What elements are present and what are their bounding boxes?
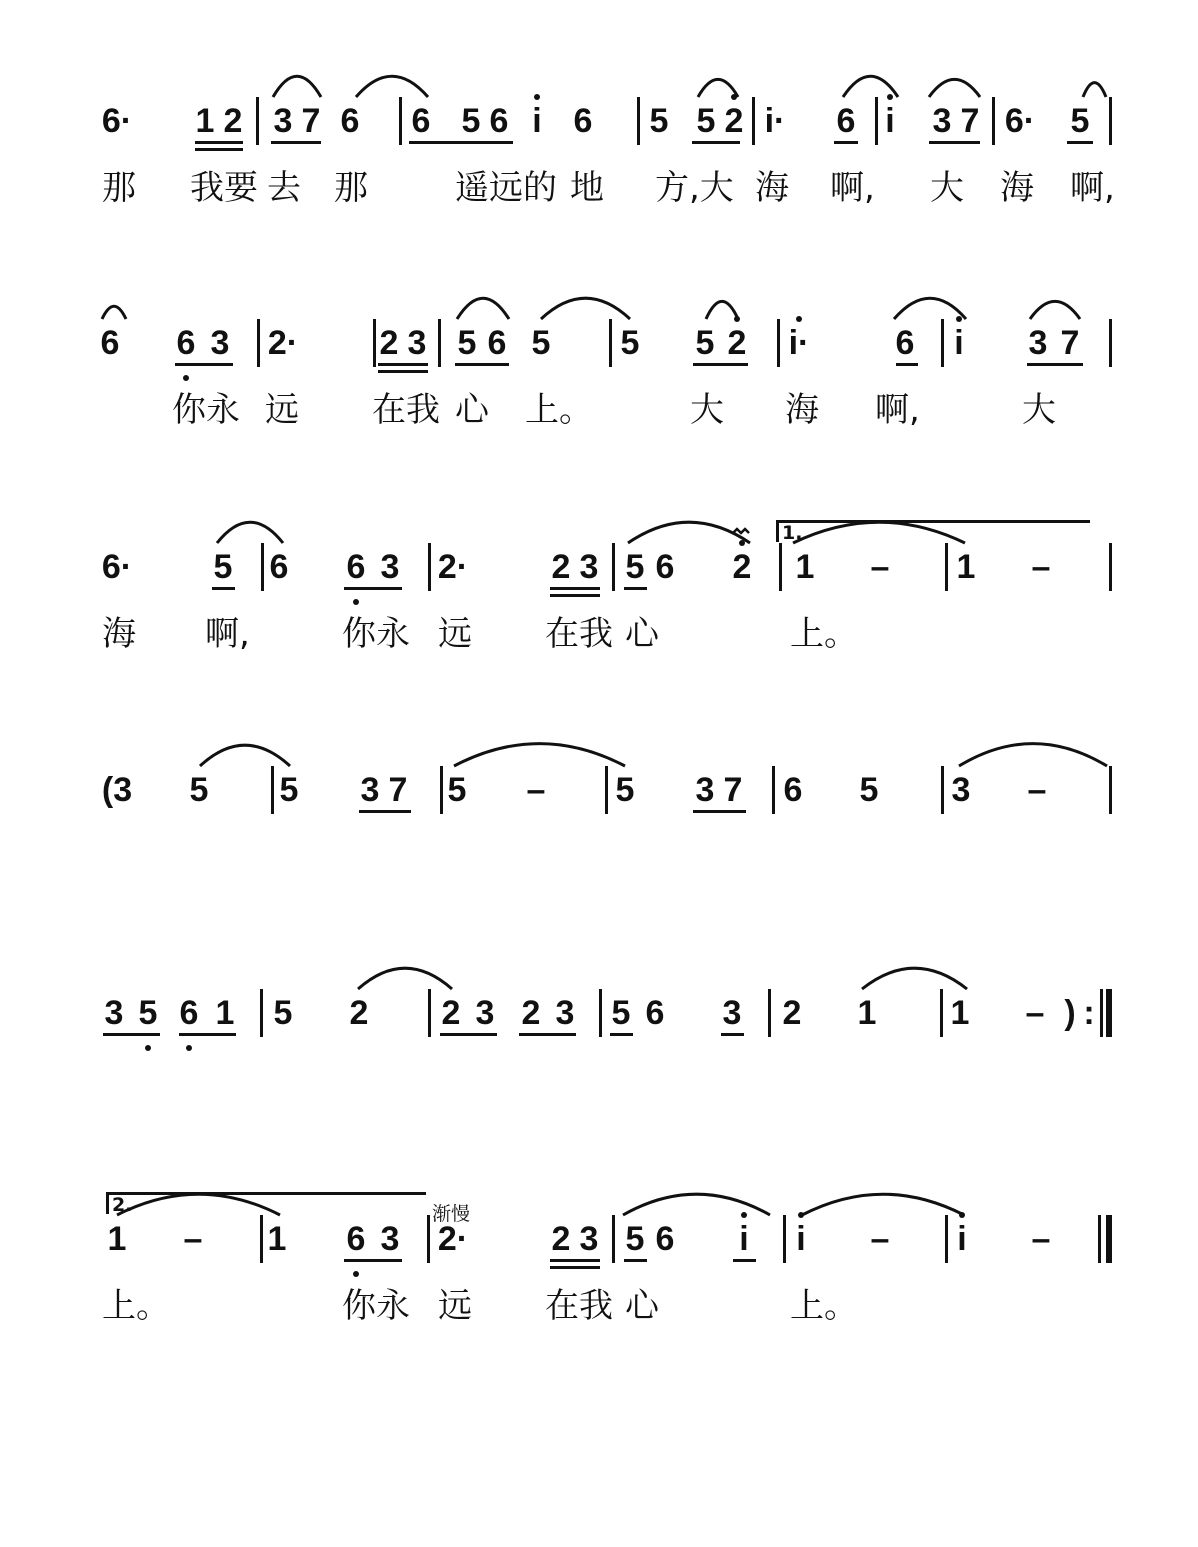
beam-underline [440, 1033, 497, 1036]
bar-line [271, 766, 274, 814]
note: – [1025, 994, 1045, 1032]
slur [959, 744, 1107, 766]
note: 6 [783, 771, 803, 809]
note: – [870, 548, 890, 586]
bar-line [779, 543, 782, 591]
beam-underline [344, 587, 402, 590]
note: i [532, 102, 542, 140]
double-bar-line [1100, 989, 1103, 1037]
beam-underline [175, 363, 233, 366]
slur [217, 522, 283, 543]
bar-line [261, 543, 264, 591]
beam-underline [1027, 363, 1083, 366]
volta-label: 2. [112, 1194, 133, 1216]
note: i· [764, 102, 786, 140]
note: – [1031, 548, 1051, 586]
volta-label: 1. [782, 522, 803, 544]
note: 2 [441, 994, 461, 1032]
note: 3 [555, 994, 575, 1032]
octave-dot-above [956, 316, 962, 322]
note: 3 [360, 771, 380, 809]
note: 2 [782, 994, 802, 1032]
note: 6· [101, 102, 133, 140]
note: 6 [487, 324, 507, 362]
note: 7 [388, 771, 408, 809]
beam-underline [929, 141, 980, 144]
beam-underline [624, 587, 647, 590]
beam-underline [519, 1033, 576, 1036]
note: 2 [727, 324, 747, 362]
beam-underline [721, 1033, 744, 1036]
note: 2 [551, 548, 571, 586]
note: 3 [475, 994, 495, 1032]
lyric: 上。 [790, 614, 858, 654]
bar-line [777, 319, 780, 367]
note: 5 [625, 1220, 645, 1258]
lyric: 远 [265, 390, 299, 430]
bar-line [768, 989, 771, 1037]
note: 6 [340, 102, 360, 140]
lyric: 心 [455, 390, 489, 430]
slur [200, 745, 290, 766]
bar-line [399, 97, 402, 145]
note: 2 [732, 548, 752, 586]
note: 3 [407, 324, 427, 362]
note: 1 [215, 994, 235, 1032]
slur [628, 522, 750, 543]
note: – [1027, 771, 1047, 809]
slur [706, 301, 738, 319]
note: 6 [895, 324, 915, 362]
lyric: 心 [625, 1286, 659, 1326]
note: 6 [411, 102, 431, 140]
bar-line [945, 543, 948, 591]
beam-underline [834, 141, 858, 144]
note: – [526, 771, 546, 809]
note: 5 [620, 324, 640, 362]
beam-underline [550, 1259, 600, 1262]
lyric: 海 [755, 168, 789, 208]
note: 1 [107, 1220, 127, 1258]
slur [1030, 301, 1080, 319]
note: 2· [437, 548, 469, 586]
bar-line [260, 1215, 263, 1263]
beam-underline [1067, 141, 1093, 144]
note: 3 [104, 994, 124, 1032]
note: 5 [457, 324, 477, 362]
bar-line [1109, 543, 1112, 591]
note: 1 [795, 548, 815, 586]
beam-underline [378, 363, 428, 366]
note: 6 [179, 994, 199, 1032]
bar-line [1109, 319, 1112, 367]
note: 3 [932, 102, 952, 140]
note: 5 [695, 324, 715, 362]
note: i· [788, 324, 810, 362]
slur [802, 1194, 964, 1215]
note: 1 [195, 102, 215, 140]
bar-line [941, 766, 944, 814]
note: 5 [447, 771, 467, 809]
slur [793, 522, 965, 543]
note: 3 [273, 102, 293, 140]
octave-dot-below [186, 1045, 192, 1051]
note: 3 [579, 548, 599, 586]
bar-line [875, 97, 878, 145]
bar-line [612, 1215, 615, 1263]
lyric: 你永 [172, 390, 240, 430]
note: i [739, 1220, 749, 1258]
note: 5 [696, 102, 716, 140]
beam-underline-double [195, 148, 243, 151]
note: 6 [176, 324, 196, 362]
lyric: 海 [1000, 168, 1034, 208]
lyric: 啊, [875, 390, 920, 430]
note: 3 [380, 1220, 400, 1258]
bar-line [783, 1215, 786, 1263]
double-bar-line [1098, 1215, 1101, 1263]
bar-line [260, 989, 263, 1037]
lyric: 远 [438, 1286, 472, 1326]
slur [454, 744, 625, 766]
note: 5 [461, 102, 481, 140]
double-bar-line [1106, 989, 1112, 1037]
octave-dot-below [145, 1045, 151, 1051]
lyric: 啊, [205, 614, 250, 654]
slur [929, 79, 980, 97]
beam-underline [455, 363, 509, 366]
note: 5 [189, 771, 209, 809]
volta-bracket [106, 1192, 426, 1195]
slur [356, 76, 428, 97]
note: 5 [611, 994, 631, 1032]
note: 3 [579, 1220, 599, 1258]
note: 3 [722, 994, 742, 1032]
note: 7 [1060, 324, 1080, 362]
lyric: 大 [690, 390, 724, 430]
note: 6 [269, 548, 289, 586]
note: 6 [100, 324, 120, 362]
lyric: 远 [438, 614, 472, 654]
beam-underline [896, 363, 918, 366]
note: 6 [645, 994, 665, 1032]
note: (3 [101, 771, 133, 809]
lyric: 上。 [102, 1286, 170, 1326]
note: i [885, 102, 895, 140]
beam-underline-double [550, 594, 600, 597]
note: – [1031, 1220, 1051, 1258]
note: : [1083, 994, 1095, 1032]
octave-dot-above [798, 1212, 804, 1218]
beam-underline [693, 810, 746, 813]
bar-line [752, 97, 755, 145]
note: 7 [723, 771, 743, 809]
volta-bracket [776, 520, 1090, 523]
bar-line [605, 766, 608, 814]
lyric: 我要 [190, 168, 258, 208]
slur [457, 298, 509, 319]
slur [102, 306, 126, 319]
beam-underline [359, 810, 411, 813]
note: 1 [267, 1220, 287, 1258]
bar-line [612, 543, 615, 591]
note: 6 [346, 548, 366, 586]
beam-underline [344, 1259, 402, 1262]
slur [273, 76, 321, 97]
note: 5 [625, 548, 645, 586]
slur [623, 1194, 770, 1215]
note: 3 [951, 771, 971, 809]
beam-underline [212, 587, 235, 590]
note: 6 [836, 102, 856, 140]
beam-underline-double [550, 1266, 600, 1269]
slur [862, 968, 967, 989]
bar-line [438, 319, 441, 367]
volta-bracket-edge [106, 1192, 109, 1214]
octave-dot-above [887, 94, 893, 100]
octave-dot-above [959, 1212, 965, 1218]
bar-line [599, 989, 602, 1037]
note: 5 [138, 994, 158, 1032]
bar-line [428, 543, 431, 591]
lyric: 那 [334, 168, 368, 208]
note: 2 [379, 324, 399, 362]
note: – [870, 1220, 890, 1258]
note: 3 [1028, 324, 1048, 362]
note: 5 [531, 324, 551, 362]
beam-underline [692, 141, 740, 144]
note: 5 [273, 994, 293, 1032]
beam-underline [610, 1033, 633, 1036]
lyric: 大 [930, 168, 964, 208]
lyric: 遥远的 [455, 168, 557, 208]
bar-line [440, 766, 443, 814]
octave-dot-above [739, 540, 745, 546]
beam-underline-double [378, 370, 428, 373]
beam-underline [271, 141, 321, 144]
volta-bracket-edge [776, 520, 779, 542]
bar-line [637, 97, 640, 145]
note: 2 [724, 102, 744, 140]
beam-underline [624, 1259, 647, 1262]
lyric: 你永 [342, 614, 410, 654]
note: 1 [857, 994, 877, 1032]
slur [358, 968, 452, 989]
lyric: 去 [267, 168, 301, 208]
note: 5 [213, 548, 233, 586]
lyric: 在我 [545, 1286, 613, 1326]
note: 1 [950, 994, 970, 1032]
lyric: 在我 [545, 614, 613, 654]
beam-underline [550, 587, 600, 590]
bar-line [1109, 97, 1112, 145]
slur [117, 1194, 280, 1215]
note: ) [1064, 994, 1076, 1032]
bar-line [609, 319, 612, 367]
beam-underline [179, 1033, 236, 1036]
lyric: 啊, [830, 168, 875, 208]
lyric: 方,大 [655, 168, 734, 208]
lyric: 地 [570, 168, 604, 208]
octave-dot-below [353, 599, 359, 605]
note: 5 [615, 771, 635, 809]
beam-underline [409, 141, 513, 144]
lyric: 上。 [525, 390, 593, 430]
lyric: 那 [102, 168, 136, 208]
bar-line [427, 1215, 430, 1263]
octave-dot-above [534, 94, 540, 100]
octave-dot-above [734, 316, 740, 322]
slur [894, 298, 966, 319]
note: 7 [301, 102, 321, 140]
note: 6· [101, 548, 133, 586]
note: 6 [655, 548, 675, 586]
note: 2· [437, 1220, 469, 1258]
octave-dot-below [353, 1271, 359, 1277]
double-bar-line [1106, 1215, 1112, 1263]
bar-line [772, 766, 775, 814]
bar-line [257, 319, 260, 367]
note: 6 [346, 1220, 366, 1258]
bar-line [941, 319, 944, 367]
note: 6 [573, 102, 593, 140]
bar-line [428, 989, 431, 1037]
octave-dot-above [741, 1212, 747, 1218]
note: 2 [551, 1220, 571, 1258]
lyric: 大 [1022, 390, 1056, 430]
note: i [796, 1220, 806, 1258]
octave-dot-above [731, 94, 737, 100]
lyric: 心 [625, 614, 659, 654]
slur [541, 298, 630, 319]
note: 6· [1004, 102, 1036, 140]
note: 5 [279, 771, 299, 809]
note: 1 [956, 548, 976, 586]
bar-line [1109, 766, 1112, 814]
lyric: 海 [102, 614, 136, 654]
note: 5 [649, 102, 669, 140]
beam-underline [195, 141, 243, 144]
slur [1083, 83, 1106, 97]
note: i [954, 324, 964, 362]
note: 5 [1070, 102, 1090, 140]
bar-line [992, 97, 995, 145]
lyric: 海 [785, 390, 819, 430]
note: 3 [695, 771, 715, 809]
note: – [183, 1220, 203, 1258]
octave-dot-above [796, 316, 802, 322]
note: 6 [655, 1220, 675, 1258]
note: 3 [210, 324, 230, 362]
lyric: 啊, [1070, 168, 1115, 208]
note: i [957, 1220, 967, 1258]
beam-underline [103, 1033, 160, 1036]
note: 7 [960, 102, 980, 140]
note: 2 [521, 994, 541, 1032]
lyric: 你永 [342, 1286, 410, 1326]
bar-line [256, 97, 259, 145]
bar-line [945, 1215, 948, 1263]
ornament-mark [733, 529, 749, 533]
tempo-mark: 渐慢 [432, 1203, 471, 1225]
beam-underline [693, 363, 748, 366]
note: 6 [489, 102, 509, 140]
beam-underline [733, 1259, 756, 1262]
lyric: 上。 [790, 1286, 858, 1326]
note: 5 [859, 771, 879, 809]
note: 2· [267, 324, 299, 362]
note: 2 [223, 102, 243, 140]
octave-dot-below [183, 375, 189, 381]
note: 2 [349, 994, 369, 1032]
bar-line [940, 989, 943, 1037]
note: 3 [380, 548, 400, 586]
lyric: 在我 [372, 390, 440, 430]
bar-line [373, 319, 376, 367]
